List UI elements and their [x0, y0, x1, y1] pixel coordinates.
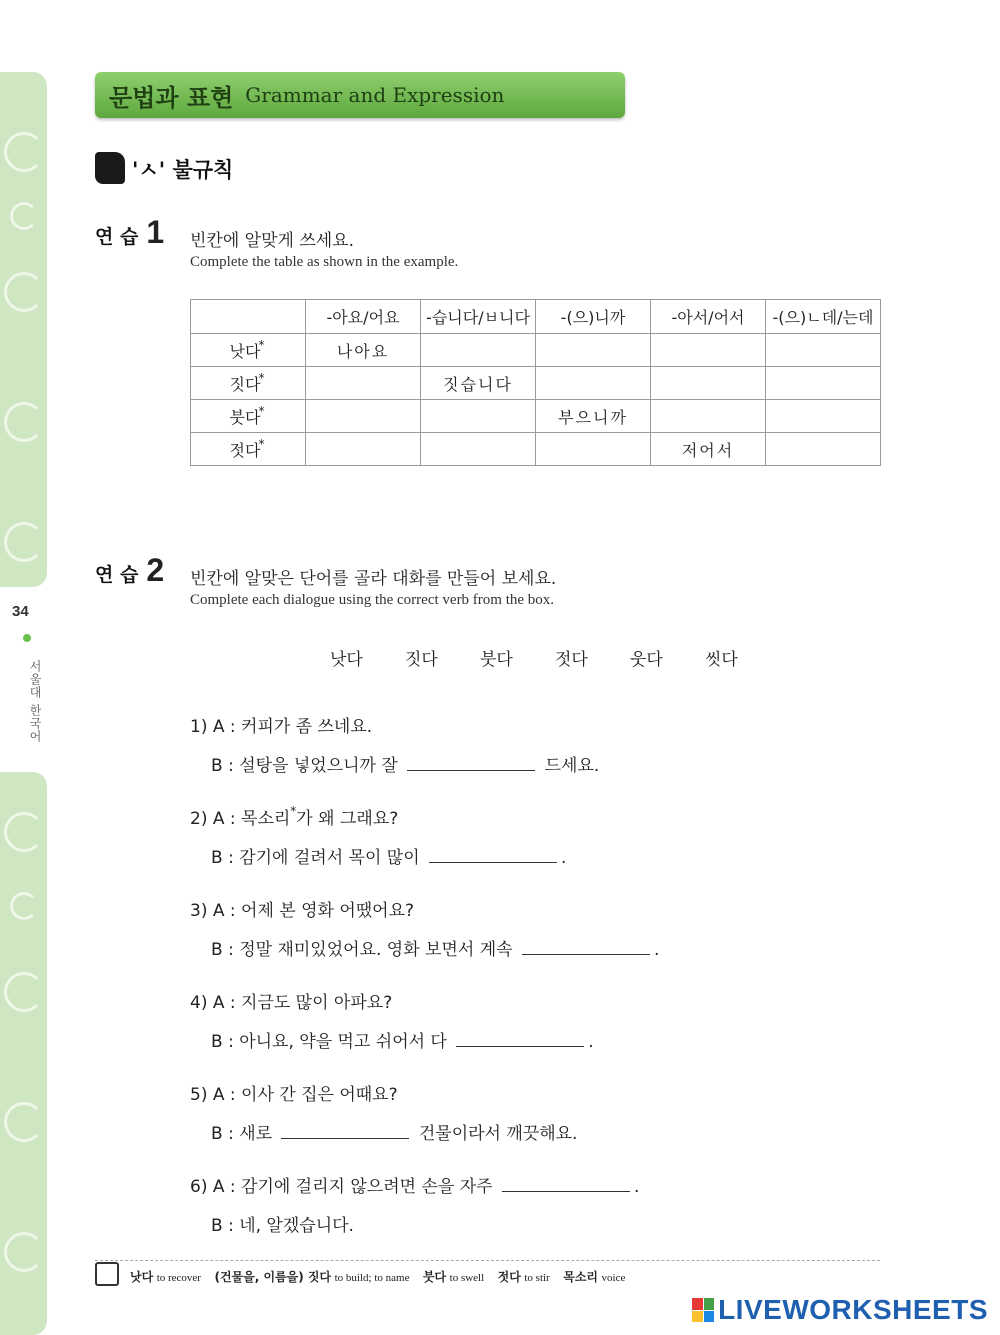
word-box [330, 645, 780, 670]
verb-cell [191, 433, 306, 466]
dialogue-text: . [633, 1177, 640, 1197]
swirl-ornament-icon [4, 402, 44, 442]
answer-cell[interactable] [306, 367, 421, 400]
exercise-2-instruction-en: Complete each dialogue using the correct verb from the box. [190, 592, 555, 608]
verb-label: 짓다 [229, 374, 261, 394]
answer-cell[interactable] [536, 367, 651, 400]
vocab-word: 목소리 [563, 1270, 599, 1284]
exercise-number: 1 [146, 214, 165, 250]
vocab-star: * [258, 337, 265, 352]
dialogue-2-b [211, 843, 566, 868]
page-dot-icon [23, 634, 31, 642]
liveworksheets-logo[interactable] [692, 1294, 988, 1326]
answer-cell[interactable]: 나아요 [306, 334, 421, 367]
dialogue-text: 건물이라서 깨끗해요. [418, 1124, 578, 1144]
dialogue-text: 드세요. [544, 756, 600, 776]
dialogue-5-b [211, 1119, 577, 1144]
brand-text: LIVEWORKSHEETS [718, 1294, 988, 1325]
dialogue-6-b [211, 1211, 354, 1236]
verb-label: 젓다 [229, 440, 261, 460]
dialogue-4-b [211, 1027, 594, 1052]
section-header [95, 72, 625, 118]
dialogue-text: B : 네, 알겠습니다. [211, 1216, 354, 1236]
vocab-word: (건물을, 이름을) 짓다 [214, 1270, 332, 1284]
footer-divider [95, 1260, 880, 1261]
vocab-meaning: to build; to name [334, 1272, 410, 1284]
dialogue-text: 가 왜 그래요? [296, 809, 399, 829]
vocab-meaning: to recover [156, 1272, 201, 1284]
swirl-ornament-icon [4, 522, 44, 562]
exercise-1-instruction-en: Complete the table as shown in the example. [190, 254, 459, 270]
answer-cell[interactable] [651, 367, 766, 400]
dialogue-text: B : 설탕을 넣었으니까 잘 [211, 756, 398, 776]
decorative-strip-top [0, 72, 47, 587]
word-option: 씻다 [705, 650, 738, 670]
dialogue-text: 4) A : 지금도 많이 아파요? [190, 993, 393, 1013]
table-row [191, 400, 881, 433]
vocab-star: * [258, 436, 265, 451]
answer-blank[interactable] [502, 1177, 630, 1192]
answer-cell[interactable] [766, 400, 881, 433]
answer-cell[interactable] [421, 400, 536, 433]
vocab-word: 낫다 [130, 1270, 154, 1284]
dialogue-text: 5) A : 이사 간 집은 어때요? [190, 1085, 398, 1105]
dialogue-2-a [190, 804, 398, 829]
answer-cell[interactable]: 저어서 [651, 433, 766, 466]
dialogue-text: B : 정말 재미있었어요. 영화 보면서 계속 [211, 940, 513, 960]
answer-cell[interactable] [306, 400, 421, 433]
dialogue-text: 3) A : 어제 본 영화 어땠어요? [190, 901, 415, 921]
table-header-row [191, 300, 881, 334]
exercise-number: 2 [146, 552, 165, 588]
vocabulary-notes [130, 1268, 635, 1285]
book-title: 서울대 한국어 [28, 660, 42, 743]
answer-blank[interactable] [281, 1124, 409, 1139]
dialogue-text: B : 아니요, 약을 먹고 쉬어서 다 [211, 1032, 447, 1052]
vocab-star: * [258, 370, 265, 385]
table-row [191, 334, 881, 367]
verb-cell [191, 334, 306, 367]
answer-blank[interactable] [522, 940, 650, 955]
answer-cell[interactable] [651, 334, 766, 367]
swirl-ornament-icon [10, 892, 38, 920]
dialogue-text: B : 감기에 걸려서 목이 많이 [211, 848, 420, 868]
column-header: -(으)ㄴ데/는데 [766, 300, 881, 334]
exercise-2-heading [95, 552, 164, 589]
column-header: -습니다/ㅂ니다 [421, 300, 536, 334]
word-option: 젓다 [555, 650, 588, 670]
exercise-2-instruction-ko: 빈칸에 알맞은 단어를 골라 대화를 만들어 보세요. [190, 569, 557, 589]
verb-cell [191, 400, 306, 433]
exercise-1-heading [95, 214, 164, 251]
answer-cell[interactable] [306, 433, 421, 466]
note-pencil-icon [95, 1262, 119, 1286]
column-header: -아서/어서 [651, 300, 766, 334]
grammar-point-title: 'ㅅ' 불규칙 [132, 158, 234, 182]
verb-label: 낫다 [229, 341, 261, 361]
answer-cell[interactable] [536, 433, 651, 466]
table-corner-cell [191, 300, 306, 334]
vocab-meaning: to stir [524, 1272, 550, 1284]
dialogue-1-a [190, 712, 372, 737]
dialogue-4-a [190, 988, 392, 1013]
dialogue-text: 2) A : 목소리 [190, 809, 291, 829]
answer-blank[interactable] [456, 1032, 584, 1047]
word-option: 짓다 [405, 650, 438, 670]
vocab-star: * [290, 804, 297, 818]
header-title-en: Grammar and Expression [245, 83, 505, 107]
dialogue-text: . [561, 848, 567, 868]
header-title-ko: 문법과 표현 [109, 83, 234, 112]
dialogue-text: . [588, 1032, 594, 1052]
swirl-ornament-icon [4, 812, 44, 852]
dialogue-3-b [211, 935, 659, 960]
column-header: -아요/어요 [306, 300, 421, 334]
answer-blank[interactable] [429, 848, 557, 863]
vocab-word: 붓다 [422, 1270, 447, 1284]
answer-cell[interactable]: 부으니까 [536, 400, 651, 433]
vocab-word: 젓다 [497, 1270, 521, 1284]
vocab-meaning: voice [601, 1272, 626, 1284]
exercise-1-instruction-ko: 빈칸에 알맞게 쓰세요. [190, 231, 355, 251]
liveworksheets-mark-icon [692, 1298, 714, 1322]
answer-blank[interactable] [407, 756, 535, 771]
answer-cell[interactable] [766, 367, 881, 400]
word-option: 웃다 [630, 650, 663, 670]
swirl-ornament-icon [10, 202, 38, 230]
dialogue-text: 1) A : 커피가 좀 쓰네요. [190, 717, 373, 737]
dialogue-1-b [211, 751, 599, 776]
answer-cell[interactable] [766, 334, 881, 367]
word-option: 낫다 [330, 650, 363, 670]
swirl-ornament-icon [4, 1232, 44, 1272]
answer-cell[interactable]: 짓습니다 [421, 367, 536, 400]
column-header: -(으)니까 [536, 300, 651, 334]
table-row [191, 433, 881, 466]
verb-cell [191, 367, 306, 400]
dialogue-6-a [190, 1172, 639, 1197]
answer-cell[interactable] [651, 400, 766, 433]
exercise-label: 연 습 [95, 226, 139, 248]
swirl-ornament-icon [4, 272, 44, 312]
answer-cell[interactable] [421, 334, 536, 367]
swirl-ornament-icon [4, 972, 44, 1012]
swirl-ornament-icon [4, 132, 44, 172]
word-option: 붓다 [480, 650, 513, 670]
brush-mark-icon [95, 152, 125, 184]
answer-cell[interactable] [766, 433, 881, 466]
table-row [191, 367, 881, 400]
answer-cell[interactable] [421, 433, 536, 466]
decorative-strip-bottom [0, 772, 47, 1335]
dialogue-text: 6) A : 감기에 걸리지 않으려면 손을 자주 [190, 1177, 493, 1197]
dialogue-text: B : 새로 [211, 1124, 273, 1144]
vocab-meaning: to swell [449, 1272, 485, 1284]
page-number: 34 [12, 603, 29, 620]
exercise-label: 연 습 [95, 564, 139, 586]
swirl-ornament-icon [4, 1102, 44, 1142]
verb-label: 붓다 [229, 407, 261, 427]
dialogue-3-a [190, 896, 414, 921]
vocab-star: * [258, 403, 265, 418]
dialogue-text: . [653, 940, 660, 960]
dialogue-5-a [190, 1080, 398, 1105]
conjugation-table [190, 299, 881, 466]
answer-cell[interactable] [536, 334, 651, 367]
